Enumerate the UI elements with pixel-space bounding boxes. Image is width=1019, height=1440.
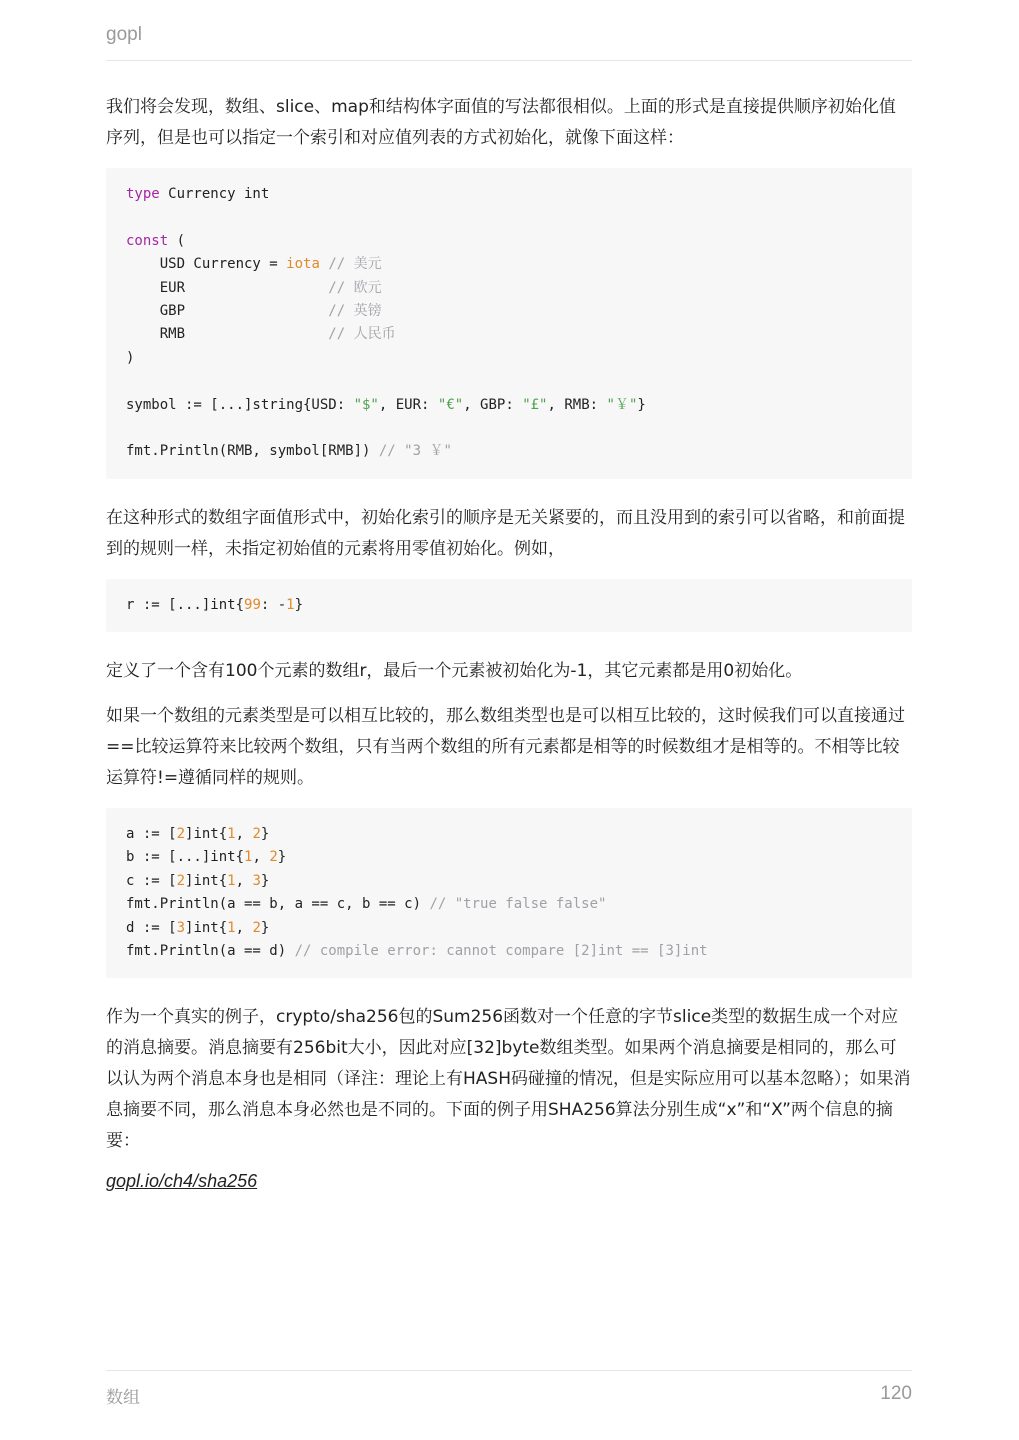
code-number: 2 <box>176 872 186 889</box>
code-comment: // compile error: cannot compare [2]int == [3]int <box>294 943 708 960</box>
code-text: ]int{ <box>185 872 228 889</box>
section-name: 数组 <box>106 1388 140 1408</box>
page-header <box>106 24 912 61</box>
code-text: RMB <box>126 326 329 343</box>
code-keyword: const <box>126 232 169 249</box>
code-text: GBP <box>126 302 329 319</box>
code-comment: // "true false false" <box>429 896 607 913</box>
code-number: 3 <box>252 872 261 889</box>
code-text: c := [ <box>126 872 177 889</box>
code-text: ]int{ <box>185 826 228 843</box>
code-string: "£" <box>522 396 548 413</box>
code-number: 99 <box>244 596 261 613</box>
code-text: , <box>235 826 253 843</box>
code-text: fmt.Println(a == d) <box>126 943 295 960</box>
code-text: , EUR: <box>378 396 438 413</box>
code-string: "$" <box>353 396 379 413</box>
page-number: 120 <box>880 1383 912 1404</box>
code-number: 2 <box>176 826 186 843</box>
page-content <box>106 92 912 1192</box>
example-link-container <box>106 1171 912 1192</box>
code-text: ( <box>168 232 186 249</box>
code-text: } <box>637 396 646 413</box>
code-text: , <box>235 919 253 936</box>
code-number: 1 <box>244 849 253 866</box>
code-number: 1 <box>227 826 236 843</box>
code-text: r := [...]int{ <box>126 596 245 613</box>
code-text: , <box>235 872 253 889</box>
code-number: 2 <box>252 919 261 936</box>
code-text: USD Currency = <box>126 256 287 273</box>
paragraph-index-order: 在这种形式的数组字面值形式中，初始化索引的顺序是无关紧要的，而且没用到的索引可以省略，和前面提到的规则一样，未指定初始值的元素将用零值初始化。例如， <box>106 507 905 559</box>
code-keyword: type <box>126 186 160 202</box>
paragraph-intro: 我们将会发现，数组、slice、map和结构体字面值的写法都很相似。上面的形式是直接提供顺序初始化值序列，但是也可以指定一个索引和对应值列表的方式初始化，就像下面这样： <box>106 97 896 148</box>
code-text: fmt.Println(RMB, symbol[RMB]) <box>126 443 379 460</box>
code-text: symbol := [...]string{USD: <box>126 396 354 413</box>
book-title: gopl <box>106 24 142 45</box>
code-number: 3 <box>176 919 186 936</box>
code-comment: // "3 ￥" <box>378 443 452 460</box>
code-text: ]int{ <box>185 919 228 936</box>
code-comment: // 人民币 <box>328 326 396 343</box>
code-block-currency <box>106 168 912 479</box>
code-string: "€" <box>437 396 464 413</box>
code-text: } <box>260 872 270 889</box>
code-text: } <box>260 919 270 936</box>
code-iota: iota <box>286 256 320 273</box>
code-text: , RMB: <box>547 396 607 413</box>
code-number: 1 <box>227 919 236 936</box>
code-text: } <box>277 849 287 866</box>
code-text: EUR <box>126 279 329 296</box>
code-block-array-r <box>106 579 912 632</box>
code-number: 2 <box>269 849 278 866</box>
example-link[interactable]: gopl.io/ch4/sha256 <box>106 1171 258 1192</box>
code-text: Currency int <box>159 186 270 202</box>
code-text: b := [...]int{ <box>126 849 245 866</box>
code-comment: // 美元 <box>328 256 382 273</box>
paragraph-sha256: 作为一个真实的例子，crypto/sha256包的Sum256函数对一个任意的字节slice类型的数据生成一个对应的消息摘要。消息摘要有256bit大小，因此对应[32]byte数组类型。如果两个消息摘要是相同的，那么可以认为两个消息本身也是相同（译注：理论上有HASH码碰撞的情况，但是实际应用可以基本忽略）；如果消息摘要不同，那么消息本身必然也是不同的。下面的例子用SHA256算法分别生成“x”和“X”两个信息的摘要： <box>106 1007 911 1152</box>
code-block-compare <box>106 808 912 978</box>
code-string: "￥" <box>606 396 638 413</box>
code-comment: // 欧元 <box>328 279 382 296</box>
code-number: 1 <box>286 596 295 613</box>
code-text: , <box>252 849 270 866</box>
code-text: fmt.Println(a == b, a == c, b == c) <box>126 896 430 913</box>
code-text: d := [ <box>126 919 177 936</box>
code-text: , GBP: <box>463 396 523 413</box>
code-text: : - <box>260 596 287 613</box>
page-footer <box>106 1370 912 1415</box>
code-text: ) <box>126 349 135 366</box>
code-comment: // 英镑 <box>328 302 382 319</box>
paragraph-comparison: 如果一个数组的元素类型是可以相互比较的，那么数组类型也是可以相互比较的，这时候我们可以直接通过==比较运算符来比较两个数组，只有当两个数组的所有元素都是相等的时候数组才是相等的。不相等比较运算符!=遵循同样的规则。 <box>106 706 905 789</box>
code-number: 2 <box>252 826 261 843</box>
paragraph-array-r: 定义了一个含有100个元素的数组r，最后一个元素被初始化为-1，其它元素都是用0初始化。 <box>106 661 803 682</box>
code-text: } <box>260 826 270 843</box>
code-number: 1 <box>227 872 236 889</box>
code-text: } <box>294 596 304 613</box>
code-text: a := [ <box>126 826 177 843</box>
